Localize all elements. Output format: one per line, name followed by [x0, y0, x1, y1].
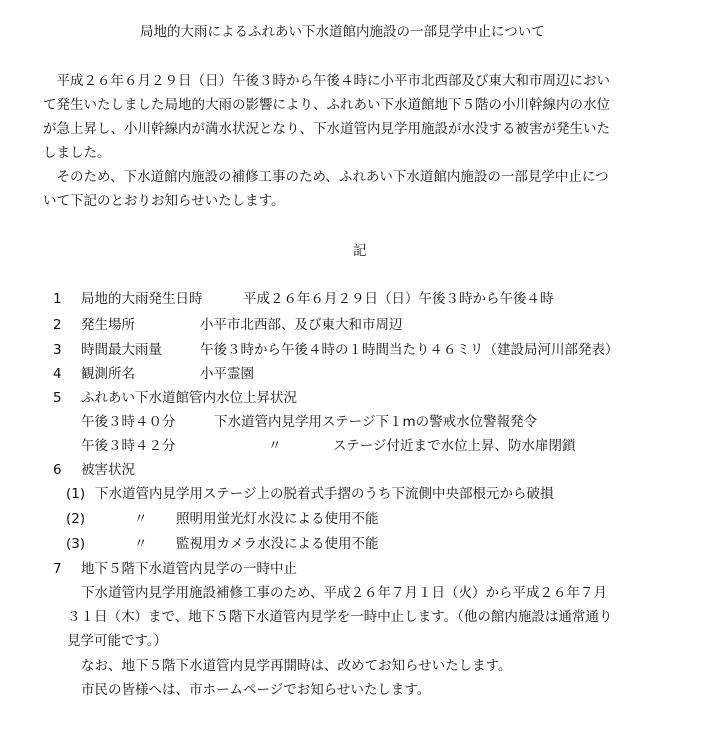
item-7-label: 地下５階下水道管内見学の一時中止: [81, 561, 297, 577]
item-2-label: 発生場所: [81, 317, 135, 333]
item-7-number: 7: [53, 561, 62, 577]
item-7-note-1: なお、地下５階下水道管内見学再開時は、改めてお知らせいたします。: [81, 658, 512, 674]
intro-p2-line-1: そのため、下水道館内施設の補修工事のため、ふれあい下水道館内施設の一部見学中止につ: [43, 169, 609, 185]
item-3-value: 午後３時から午後４時の１時間当たり４６ミリ（建設局河川部発表）: [200, 342, 619, 358]
item-5-number: 5: [53, 390, 62, 406]
item-6-row-3-number: (3): [66, 536, 86, 552]
item-6-row-2-ditto: 〃: [134, 511, 148, 527]
item-7-line-3: 見学可能です。）: [67, 633, 168, 649]
item-7-note-2: 市民の皆様へは、市ホームページでお知らせいたします。: [81, 682, 431, 698]
item-4-value: 小平霊園: [200, 366, 254, 382]
item-6-row-2-text: 照明用蛍光灯水没による使用不能: [176, 511, 379, 527]
item-1-label: 局地的大雨発生日時: [81, 291, 203, 307]
item-2-value: 小平市北西部、及び東大和市周辺: [200, 317, 403, 333]
item-5-label: ふれあい下水道館管内水位上昇状況: [81, 390, 297, 406]
item-6-row-1-text: 下水道管内見学用ステージ上の脱着式手摺のうち下流側中央部根元から破損: [95, 486, 554, 502]
item-6-label: 被害状況: [81, 462, 135, 478]
item-5-row-2-ditto: 〃: [268, 438, 282, 454]
intro-p1-line-1: 平成２６年６月２９日（日）午後３時から午後４時に小平市北西部及び東大和市周辺におい: [43, 73, 610, 89]
document-title: 局地的大雨によるふれあい下水道館内施設の一部見学中止について: [140, 24, 545, 40]
intro-p2-line-2: いて下記のとおりお知らせいたします。: [43, 193, 285, 209]
ki-heading: 記: [353, 243, 367, 259]
intro-p1-line-3: が急上昇し、小川幹線内が満水状況となり、下水道管内見学用施設が水没する被害が発生いた: [43, 121, 610, 137]
item-7-line-2: ３１日（木）まで、地下５階下水道管内見学を一時中止します。（他の館内施設は通常通り: [67, 609, 613, 625]
item-3-label: 時間最大雨量: [81, 342, 162, 358]
item-3-number: 3: [53, 342, 62, 358]
item-5-row-2-text: ステージ付近まで水位上昇、防水扉閉鎖: [333, 438, 576, 454]
item-5-row-1-time: 午後３時４０分: [81, 414, 176, 430]
intro-p1-line-4: しました。: [43, 145, 111, 161]
item-6-row-2-number: (2): [66, 511, 86, 527]
item-4-number: 4: [53, 366, 62, 382]
item-1-value: 平成２６年６月２９日（日）午後３時から午後４時: [243, 291, 554, 307]
item-6-row-3-ditto: 〃: [134, 536, 148, 552]
item-5-row-1-text: 下水道管内見学用ステージ下１mの警戒水位警報発令: [214, 414, 538, 430]
item-4-label: 観測所名: [81, 366, 135, 382]
item-2-number: 2: [53, 317, 62, 333]
item-7-line-1: 下水道管内見学用施設補修工事のため、平成２６年７月１日（火）から平成２６年７月: [81, 585, 607, 601]
item-6-row-1-number: (1): [66, 486, 86, 502]
item-5-row-2-time: 午後３時４２分: [81, 438, 176, 454]
item-1-number: 1: [53, 291, 62, 307]
item-6-row-3-text: 監視用カメラ水没による使用不能: [176, 536, 379, 552]
item-6-number: 6: [53, 462, 62, 478]
intro-p1-line-2: て発生いたしました局地的大雨の影響により、ふれあい下水道館地下５階の小川幹線内の水位: [43, 97, 610, 113]
